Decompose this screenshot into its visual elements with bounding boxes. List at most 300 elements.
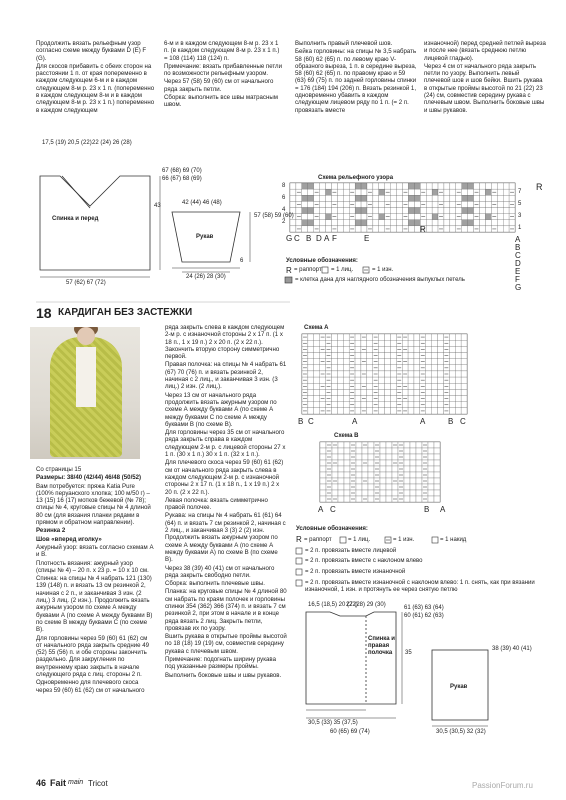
grid-cell bbox=[390, 365, 396, 371]
grid-cell bbox=[337, 189, 343, 195]
grid-cell bbox=[385, 377, 391, 383]
grid-cell bbox=[320, 472, 326, 478]
scheme-title: Схема рельефного узора bbox=[318, 175, 394, 181]
grid-cell bbox=[308, 346, 314, 352]
grid-cell bbox=[367, 371, 373, 377]
grid-cell bbox=[392, 472, 398, 478]
grid-cell bbox=[479, 195, 485, 201]
grid-cell bbox=[438, 183, 444, 189]
grid-cell bbox=[461, 365, 467, 371]
grid-cell bbox=[449, 346, 455, 352]
grid-cell bbox=[461, 383, 467, 389]
grid-cell bbox=[497, 189, 503, 195]
grid-cell bbox=[337, 334, 343, 340]
grid-cell bbox=[455, 371, 461, 377]
grid-cell bbox=[361, 220, 367, 226]
grid-cell bbox=[290, 201, 296, 207]
col-letter: B bbox=[298, 417, 304, 426]
grid-cell bbox=[408, 408, 414, 414]
grid-cell bbox=[367, 195, 373, 201]
grid-cell bbox=[337, 183, 343, 189]
grid-cell bbox=[468, 183, 474, 189]
grid-cell bbox=[404, 478, 410, 484]
grid-cell bbox=[368, 484, 374, 490]
grid-cell bbox=[356, 466, 362, 472]
piece-name: Рукав bbox=[450, 684, 468, 690]
grid-cell bbox=[408, 402, 414, 408]
grid-cell bbox=[414, 352, 420, 358]
grid-cell bbox=[331, 389, 337, 395]
piece-name: Спинка и правая полочка bbox=[368, 636, 395, 656]
grid-cell bbox=[320, 460, 326, 466]
grid-cell bbox=[416, 460, 422, 466]
grid-cell bbox=[296, 220, 302, 226]
grid-cell bbox=[373, 220, 379, 226]
grid-cell bbox=[410, 442, 416, 448]
grid-cell bbox=[474, 208, 480, 214]
grid-cell bbox=[355, 195, 361, 201]
grid-cell bbox=[428, 496, 434, 502]
grid-cell bbox=[320, 478, 326, 484]
grid-cell bbox=[509, 220, 515, 226]
grid-cell bbox=[404, 490, 410, 496]
grid-cell bbox=[426, 359, 432, 365]
grid-cell bbox=[404, 466, 410, 472]
grid-cell bbox=[432, 371, 438, 377]
grid-cell bbox=[456, 183, 462, 189]
grid-cell bbox=[379, 195, 385, 201]
grid-cell bbox=[367, 183, 373, 189]
grid-cell bbox=[356, 472, 362, 478]
grid-cell bbox=[461, 359, 467, 365]
magazine-name: Fait bbox=[50, 778, 67, 788]
col-letter: F bbox=[332, 234, 337, 243]
grid-cell bbox=[426, 408, 432, 414]
grid-cell bbox=[344, 448, 350, 454]
grid-cell bbox=[332, 490, 338, 496]
grid-cell bbox=[368, 448, 374, 454]
grid-cell bbox=[390, 389, 396, 395]
grid-cell bbox=[414, 377, 420, 383]
grid-cell bbox=[416, 472, 422, 478]
dim-label: 38 (39) 40 (41) bbox=[492, 646, 532, 652]
grid-cell bbox=[386, 472, 392, 478]
grid-cell bbox=[485, 220, 491, 226]
grid-cell bbox=[385, 183, 391, 189]
magazine-name-sub: main bbox=[68, 779, 84, 786]
grid-cell bbox=[428, 448, 434, 454]
grid-cell bbox=[497, 214, 503, 220]
grid-cell bbox=[444, 208, 450, 214]
grid-cell bbox=[379, 359, 385, 365]
grid-cell bbox=[379, 189, 385, 195]
grid-cell bbox=[349, 220, 355, 226]
grid-cell bbox=[403, 208, 409, 214]
grid-cell bbox=[468, 189, 474, 195]
grid-cell bbox=[337, 195, 343, 201]
grid-cell bbox=[361, 377, 367, 383]
grid-cell bbox=[432, 334, 438, 340]
grid-cell bbox=[438, 396, 444, 402]
grid-cell bbox=[461, 371, 467, 377]
grid-cell bbox=[397, 226, 403, 232]
grid-cell bbox=[438, 383, 444, 389]
grid-cell bbox=[343, 208, 349, 214]
row-num: 2 bbox=[282, 219, 286, 225]
grid-cell bbox=[434, 472, 440, 478]
grid-cell bbox=[386, 496, 392, 502]
grid-cell bbox=[391, 220, 397, 226]
grid-cell bbox=[414, 389, 420, 395]
grid-cell bbox=[338, 448, 344, 454]
grid-cell bbox=[337, 352, 343, 358]
paragraph: Правая полочка: на спицы № 4 набрать 61 (67) 70 (76) п. и вязать резинкой 2, начиная с 2 лиц., и заканчивая 3 изн. (3 лиц.) 2 изн. (2 лиц.). bbox=[165, 361, 287, 391]
grid-cell bbox=[331, 183, 337, 189]
grid-cell bbox=[474, 195, 480, 201]
watermark: PassionForum.ru bbox=[472, 781, 533, 790]
paragraph: Левая полочка: вязать симметрично правой полочке. bbox=[165, 496, 268, 512]
grid-cell bbox=[385, 383, 391, 389]
grid-cell bbox=[432, 220, 438, 226]
grid-cell bbox=[361, 208, 367, 214]
grid-cell bbox=[455, 402, 461, 408]
grid-cell bbox=[408, 220, 414, 226]
grid-cell bbox=[428, 442, 434, 448]
grid-cell bbox=[402, 340, 408, 346]
grid-cell bbox=[361, 214, 367, 220]
grid-cell bbox=[343, 189, 349, 195]
grid-cell bbox=[474, 183, 480, 189]
grid-cell bbox=[361, 201, 367, 207]
grid-cell bbox=[367, 352, 373, 358]
pattern-back-right-front bbox=[306, 612, 402, 718]
grid-cell bbox=[497, 201, 503, 207]
grid-cell bbox=[380, 448, 386, 454]
grid-cell bbox=[397, 220, 403, 226]
grid-cell bbox=[503, 183, 509, 189]
side-letter: G bbox=[515, 283, 522, 292]
grid-cell bbox=[503, 220, 509, 226]
legend-title: Условные обозначения: bbox=[296, 526, 368, 532]
grid-cell bbox=[432, 346, 438, 352]
grid-cell bbox=[455, 359, 461, 365]
paragraph: Для горловины через 59 (60) 61 (62) см от начального ряда закрыть средние 49 (52) 55 (56) п. и обе стороны закончить раздельно. Для закругления по внутреннему краю закрыть в начале следующего ряда с лиц. стороны 2 п. bbox=[36, 634, 149, 679]
paragraph: Бейка горловины: на спицы № 3,5 набрать 58 (60) 62 (65) п. по левому краю V-образного выреза, 1 п. в середине выреза, 58 (60) 62 (65) п. по правому краю и 59 (63) 69 (75) п. по задней горловины спинки = 176 (184) 194 (206) п. Вязать резинкой 1, одновременно убавить в каждом следующем лицевом ряду по 1 п. (= 2 п. провязать вместе bbox=[295, 48, 417, 114]
col-letter: A bbox=[318, 505, 324, 514]
grid-cell bbox=[308, 389, 314, 395]
grid-cell bbox=[444, 214, 450, 220]
grid-cell bbox=[428, 454, 434, 460]
grid-cell bbox=[385, 352, 391, 358]
grid-cell bbox=[373, 226, 379, 232]
grid-cell bbox=[385, 340, 391, 346]
grid-cell bbox=[485, 189, 491, 195]
grid-cell bbox=[331, 208, 337, 214]
grid-cell bbox=[434, 496, 440, 502]
grid-cell bbox=[497, 220, 503, 226]
grid-cell bbox=[428, 478, 434, 484]
paragraph: Примечание: вязать прибавленные петли по возможности рельефным узором. bbox=[164, 62, 283, 78]
grid-cell bbox=[320, 183, 326, 189]
grid-cell bbox=[414, 408, 420, 414]
grid-cell bbox=[420, 195, 426, 201]
grid-cell bbox=[497, 226, 503, 232]
grid-cell bbox=[380, 460, 386, 466]
grid-cell bbox=[432, 189, 438, 195]
grid-cell bbox=[356, 454, 362, 460]
row-num: 4 bbox=[282, 207, 286, 213]
paragraph: Одновременно для плечевого скоса через 59 (60) 61 (62) см от начального bbox=[36, 679, 145, 694]
grid-cell bbox=[449, 371, 455, 377]
grid-cell bbox=[379, 402, 385, 408]
grid-cell bbox=[385, 371, 391, 377]
grid-cell bbox=[386, 442, 392, 448]
grid-cell bbox=[420, 183, 426, 189]
grid-cell bbox=[362, 466, 368, 472]
grid-cell bbox=[368, 466, 374, 472]
grid-cell bbox=[428, 472, 434, 478]
grid-cell bbox=[390, 359, 396, 365]
grid-cell bbox=[449, 352, 455, 358]
grid-cell bbox=[296, 195, 302, 201]
grid-cell bbox=[349, 183, 355, 189]
grid-cell bbox=[338, 442, 344, 448]
scheme-a-title: Схема А bbox=[304, 325, 329, 331]
grid-cell bbox=[386, 478, 392, 484]
paragraph: Для скосов прибавить с обеих сторон на расстоянии 1 п. от края попеременно в каждом следующем 6-м и в каждом следующем 8-м р. 23 х 1 п. (попеременно в каждом следующем 8-м и в каждом следующем 8-м р. 23 х 1 п.) попеременно в каждом следующем bbox=[36, 62, 155, 114]
dim-label: 43 bbox=[154, 203, 161, 209]
page-number: 46 bbox=[36, 778, 47, 788]
grid-cell bbox=[386, 448, 392, 454]
grid-cell bbox=[428, 490, 434, 496]
grid-cell bbox=[491, 195, 497, 201]
grid-cell bbox=[331, 402, 337, 408]
grid-cell bbox=[390, 383, 396, 389]
grid-cell bbox=[361, 340, 367, 346]
grid-cell bbox=[410, 484, 416, 490]
grid-cell bbox=[367, 220, 373, 226]
grid-cell bbox=[343, 408, 349, 414]
grid-cell bbox=[426, 352, 432, 358]
grid-cell bbox=[449, 396, 455, 402]
grid-cell bbox=[397, 201, 403, 207]
legend-yo: = 1 накид bbox=[440, 537, 467, 543]
grid-cell bbox=[432, 214, 438, 220]
grid-cell bbox=[432, 402, 438, 408]
grid-cell bbox=[474, 220, 480, 226]
col-letter: C bbox=[308, 417, 314, 426]
grid-cell bbox=[390, 371, 396, 377]
grid-cell bbox=[385, 396, 391, 402]
grid-cell bbox=[410, 466, 416, 472]
grid-cell bbox=[373, 195, 379, 201]
grid-cell bbox=[314, 377, 320, 383]
grid-cell bbox=[386, 454, 392, 460]
scheme-b-title: Схема В bbox=[334, 433, 359, 439]
grid-cell bbox=[410, 478, 416, 484]
grid-cell bbox=[426, 195, 432, 201]
grid-cell bbox=[449, 389, 455, 395]
grid-cell bbox=[461, 402, 467, 408]
grid-cell bbox=[428, 466, 434, 472]
legend-ssk: = 2 п. провязать вместе с наклоном влево bbox=[305, 558, 423, 564]
grid-cell bbox=[314, 334, 320, 340]
grid-cell bbox=[408, 365, 414, 371]
grid-cell bbox=[379, 226, 385, 232]
row-num: 3 bbox=[518, 213, 522, 219]
grid-cell bbox=[320, 208, 326, 214]
dim-label: 17,5 (19) 20,5 (22) bbox=[42, 140, 92, 146]
grid-cell bbox=[314, 220, 320, 226]
grid-cell bbox=[432, 389, 438, 395]
grid-cell bbox=[390, 340, 396, 346]
grid-cell bbox=[332, 484, 338, 490]
grid-cell bbox=[450, 214, 456, 220]
grid-cell bbox=[385, 402, 391, 408]
grid-cell bbox=[361, 189, 367, 195]
grid-cell bbox=[455, 389, 461, 395]
grid-cell bbox=[438, 208, 444, 214]
grid-cell bbox=[308, 201, 314, 207]
grid-cell bbox=[403, 220, 409, 226]
col-letter: B bbox=[424, 505, 430, 514]
grid-cell bbox=[290, 226, 296, 232]
repeat-label: R bbox=[420, 225, 426, 234]
grid-cell bbox=[497, 208, 503, 214]
legend-p2tog-left: = 2 п. провязать вместе изнаночной с наклоном влево: 1 п. снять, как при вязании изнаночной, 1 изн. и протянуть ее через снятую петлю bbox=[305, 580, 535, 593]
grid-cell bbox=[326, 201, 332, 207]
grid-cell bbox=[391, 195, 397, 201]
grid-cell bbox=[434, 478, 440, 484]
grid-cell bbox=[426, 201, 432, 207]
grid-cell bbox=[367, 396, 373, 402]
grid-cell bbox=[361, 352, 367, 358]
grid-cell bbox=[290, 195, 296, 201]
grid-cell bbox=[468, 195, 474, 201]
grid-cell bbox=[503, 201, 509, 207]
section-title: КАРДИГАН БЕЗ ЗАСТЕЖКИ bbox=[58, 307, 193, 318]
grid-cell bbox=[468, 201, 474, 207]
grid-cell bbox=[404, 448, 410, 454]
grid-cell bbox=[462, 183, 468, 189]
side-letter: E bbox=[515, 267, 521, 276]
grid-cell bbox=[308, 334, 314, 340]
dim-label: 35 bbox=[405, 650, 412, 656]
grid-cell bbox=[343, 371, 349, 377]
grid-cell bbox=[367, 346, 373, 352]
grid-cell bbox=[392, 448, 398, 454]
grid-cell bbox=[420, 208, 426, 214]
grid-cell bbox=[485, 195, 491, 201]
grid-cell bbox=[455, 352, 461, 358]
paragraph: Для горловины через 35 см от начального ряда закрыть справа в каждом следующем 2-м р. с лицевой стороны 27 х 1 п. (30 х 1 п.) 30 х 1 п. (32 х 1 п.). bbox=[165, 429, 286, 459]
grid-cell bbox=[314, 396, 320, 402]
grid-cell bbox=[449, 377, 455, 383]
grid-cell bbox=[438, 220, 444, 226]
grid-cell bbox=[308, 220, 314, 226]
grid-cell bbox=[356, 496, 362, 502]
paragraph: Выполнить боковые швы и швы рукавов. bbox=[165, 671, 282, 679]
grid-cell bbox=[438, 352, 444, 358]
grid-cell bbox=[308, 226, 314, 232]
grid-cell bbox=[355, 226, 361, 232]
grid-cell bbox=[426, 383, 432, 389]
grid-cell bbox=[479, 189, 485, 195]
grid-cell bbox=[450, 226, 456, 232]
paragraph: Для плечевого скоса через 59 (60) 61 (62) см от начального ряда закрыть слева в каждом следующем 2-м р. с изнаночной стороны 2 х 17 п. (1 х 18 п., 1 х 19 п.) 2 х 20 п. (2 х 22 п.). bbox=[165, 459, 284, 496]
grid-cell bbox=[432, 195, 438, 201]
grid-cell bbox=[332, 472, 338, 478]
col-letter: A bbox=[352, 417, 358, 426]
grid-cell bbox=[368, 454, 374, 460]
text-col-middle bbox=[165, 324, 287, 680]
grid-cell bbox=[355, 402, 361, 408]
magazine-edition: Tricot bbox=[88, 779, 108, 788]
grid-cell bbox=[449, 408, 455, 414]
grid-cell bbox=[379, 352, 385, 358]
grid-cell bbox=[337, 365, 343, 371]
dim-label: 30,5 (33) 35 (37,5) bbox=[308, 720, 358, 726]
grid-cell bbox=[361, 365, 367, 371]
grid-cell bbox=[332, 454, 338, 460]
grid-cell bbox=[432, 352, 438, 358]
grid-cell bbox=[331, 377, 337, 383]
grid-cell bbox=[308, 214, 314, 220]
grid-cell bbox=[331, 396, 337, 402]
grid-cell bbox=[386, 466, 392, 472]
grid-cell bbox=[326, 183, 332, 189]
pattern-back-front bbox=[40, 176, 160, 277]
grid-cell bbox=[355, 389, 361, 395]
grid-cell bbox=[343, 220, 349, 226]
grid-cell bbox=[449, 359, 455, 365]
grid-cell bbox=[320, 220, 326, 226]
grid-cell bbox=[408, 226, 414, 232]
grid-cell bbox=[314, 402, 320, 408]
grid-cell bbox=[380, 472, 386, 478]
grid-cell bbox=[432, 365, 438, 371]
grid-cell bbox=[461, 396, 467, 402]
grid-cell bbox=[355, 340, 361, 346]
grid-cell bbox=[455, 408, 461, 414]
col-letter: B bbox=[448, 417, 454, 426]
grid-cell bbox=[426, 189, 432, 195]
grid-cell bbox=[404, 472, 410, 478]
grid-cell bbox=[361, 183, 367, 189]
side-letter: F bbox=[515, 275, 520, 284]
grid-cell bbox=[320, 365, 326, 371]
grid-cell bbox=[403, 195, 409, 201]
section-number: 18 bbox=[36, 305, 52, 321]
grid-cell bbox=[320, 454, 326, 460]
grid-cell bbox=[356, 490, 362, 496]
grid-cell bbox=[416, 448, 422, 454]
grid-cell bbox=[408, 195, 414, 201]
grid-cell bbox=[434, 490, 440, 496]
grid-cell bbox=[338, 466, 344, 472]
grid-cell bbox=[462, 189, 468, 195]
grid-cell bbox=[367, 402, 373, 408]
grid-cell bbox=[434, 442, 440, 448]
grid-cell bbox=[390, 396, 396, 402]
col-letter: E bbox=[364, 234, 370, 243]
side-letter: D bbox=[515, 259, 521, 268]
grid-cell bbox=[479, 220, 485, 226]
grid-cell bbox=[344, 466, 350, 472]
grid-cell bbox=[462, 226, 468, 232]
grid-cell bbox=[503, 208, 509, 214]
grid-cell bbox=[485, 183, 491, 189]
